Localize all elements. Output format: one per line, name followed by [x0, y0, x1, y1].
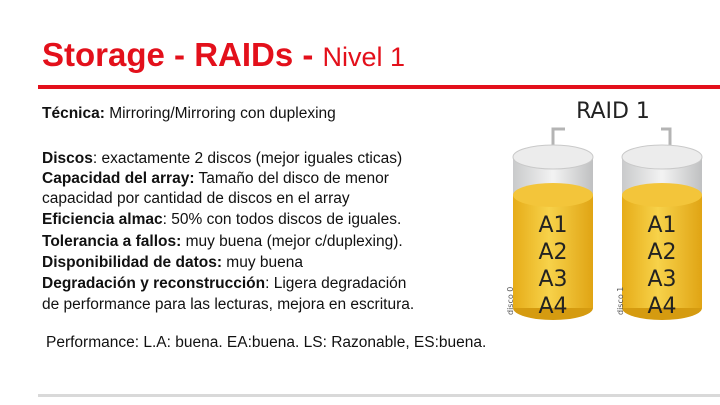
degradacion-label: Degradación y reconstrucción — [42, 275, 266, 292]
slide-title — [42, 36, 405, 74]
disk-0-block-a2: A2 — [538, 240, 568, 265]
eficiencia-text: : 50% con todos discos de iguales. — [162, 211, 402, 228]
disk-1-block-a3: A3 — [647, 267, 677, 292]
capacidad-text-2: capacidad por cantidad de discos en el array — [42, 190, 350, 207]
disponibilidad-text: muy buena — [221, 254, 303, 271]
bottom-rule — [38, 394, 720, 397]
degradacion-line — [42, 274, 406, 294]
tecnica-line — [42, 104, 336, 124]
capacidad-label: Capacidad del array: — [42, 170, 195, 187]
disk-0-block-a4: A4 — [538, 294, 568, 319]
degradacion-line-2 — [42, 295, 414, 315]
capacidad-text-1: Tamaño del disco de menor — [194, 170, 389, 187]
disk-0-block-a3: A3 — [538, 267, 568, 292]
tolerancia-label: Tolerancia a fallos: — [42, 233, 182, 250]
degradacion-text-1: : Ligera degradación — [265, 275, 407, 292]
performance-line: Performance: L.A: buena. EA:buena. LS: Razonable, ES:buena. — [46, 334, 487, 351]
eficiencia-label: Eficiencia almac — [42, 211, 163, 228]
disk-1-label: disco 1 — [616, 286, 625, 315]
disk-1-block-a4: A4 — [647, 294, 677, 319]
discos-label: Discos — [42, 150, 93, 167]
disponibilidad-line — [42, 253, 303, 273]
degradacion-text-2: de performance para las lecturas, mejora en escritura. — [42, 296, 415, 313]
disk-1-block-a2: A2 — [647, 240, 677, 265]
tecnica-label: Técnica: — [42, 105, 105, 122]
raid1-diagram — [505, 92, 720, 332]
capacidad-line — [42, 169, 389, 189]
tecnica-text: Mirroring/Mirroring con duplexing — [104, 105, 336, 122]
disponibilidad-label: Disponibilidad de datos: — [42, 254, 222, 271]
disk-1-block-a1: A1 — [647, 213, 677, 238]
tolerancia-line — [42, 232, 403, 252]
slide-title-sub: Nivel 1 — [322, 42, 406, 72]
slide-title-main: Storage - RAIDs - — [42, 36, 323, 73]
disk-1 — [622, 145, 702, 320]
eficiencia-line — [42, 210, 401, 230]
disk-0 — [513, 145, 593, 320]
disk-0-label: disco 0 — [506, 286, 515, 315]
discos-text: : exactamente 2 discos (mejor iguales cticas) — [92, 150, 403, 167]
disk-0-block-a1: A1 — [538, 213, 568, 238]
tolerancia-text: muy buena (mejor c/duplexing). — [181, 233, 403, 250]
title-underline — [38, 85, 720, 89]
discos-line — [42, 149, 402, 169]
raid-diagram-title: RAID 1 — [576, 99, 650, 124]
capacidad-line-2 — [42, 189, 350, 209]
